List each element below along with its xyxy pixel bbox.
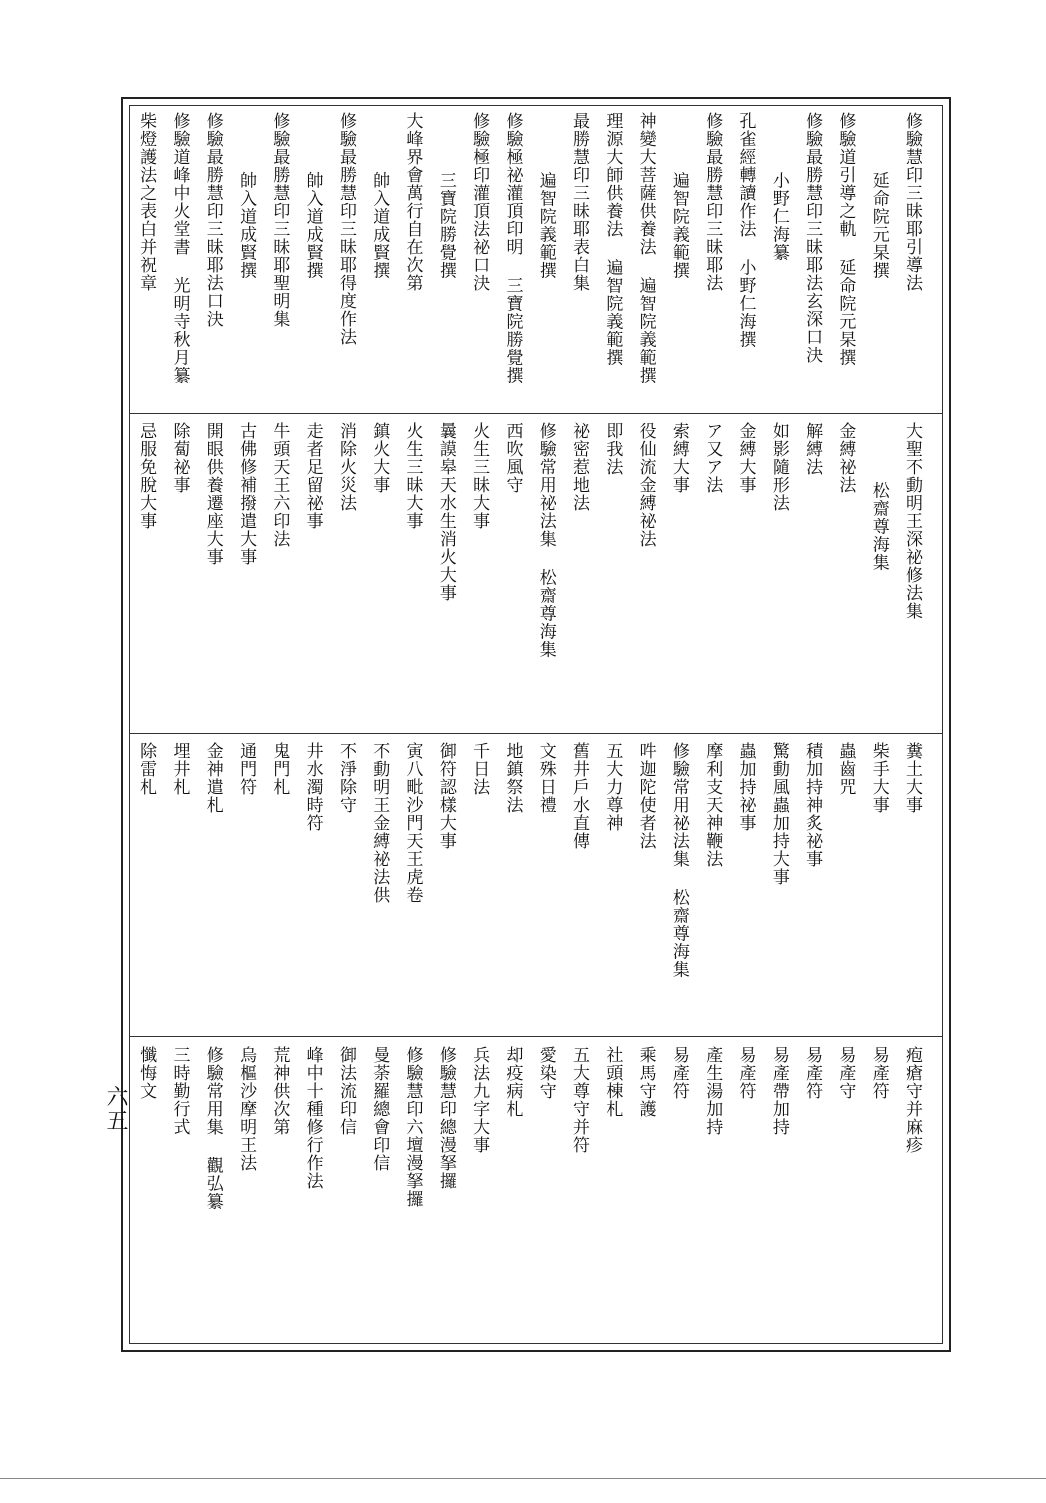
entry-author: 遍智院義範撰 xyxy=(535,171,556,280)
entry-author: 遍智院義範撰 xyxy=(635,276,656,385)
toc-entry xyxy=(395,1046,428,1341)
entry-title: 修驗慧印三昧耶引導法 xyxy=(902,112,922,292)
entry-author: 光明寺秋月纂 xyxy=(169,276,190,385)
entry-title: 五大力尊神 xyxy=(602,742,623,832)
section-divider xyxy=(130,733,942,734)
toc-entry xyxy=(762,1046,795,1341)
entry-title: 除雷札 xyxy=(136,742,157,796)
toc-entry xyxy=(895,422,928,727)
toc-entry xyxy=(595,742,628,1030)
entry-title: 疱瘡守并麻疹 xyxy=(902,1046,922,1154)
entry-title: 積加持神炙祕事 xyxy=(802,742,823,868)
entry-title: 修驗道引導之軌 xyxy=(835,112,856,238)
toc-entry xyxy=(329,422,362,727)
toc-entry xyxy=(195,742,228,1030)
toc-entry xyxy=(762,742,795,1030)
entry-title: 社頭棟札 xyxy=(602,1046,623,1118)
toc-entry xyxy=(662,112,695,408)
entry-title: 埋井札 xyxy=(169,742,190,796)
entry-title: 柴手大事 xyxy=(868,742,889,814)
entry-title: 索縛大事 xyxy=(668,422,689,494)
entry-title: 易產符 xyxy=(802,1046,823,1100)
toc-entry xyxy=(329,112,362,408)
section-1-columns xyxy=(130,112,942,408)
entry-author: 帥入道成賢撰 xyxy=(369,171,390,280)
toc-entry xyxy=(562,422,595,727)
toc-entry xyxy=(462,422,495,727)
entry-author: 三寶院勝覺撰 xyxy=(502,276,523,385)
toc-entry xyxy=(795,112,828,408)
entry-title: 易產守 xyxy=(835,1046,856,1100)
entry-title: 兵法九字大事 xyxy=(469,1046,490,1154)
entry-author: 小野仁海纂 xyxy=(768,171,789,262)
toc-entry xyxy=(728,112,761,408)
toc-entry xyxy=(795,742,828,1030)
entry-title: 易產符 xyxy=(868,1046,889,1100)
toc-entry xyxy=(195,1046,228,1341)
toc-entry xyxy=(628,422,661,727)
entry-title: 荒神供次第 xyxy=(269,1046,290,1136)
toc-entry xyxy=(195,112,228,408)
toc-entry xyxy=(162,1046,195,1341)
section-3-columns xyxy=(130,742,942,1030)
entry-title: 蟲加持祕事 xyxy=(735,742,756,832)
toc-entry xyxy=(495,112,528,408)
entry-title: 文殊日禮 xyxy=(535,742,556,814)
entry-author: 三寶院勝覺撰 xyxy=(435,171,456,280)
entry-title: 最勝慧印三昧耶表白集 xyxy=(569,112,590,292)
page-number: 六五 xyxy=(103,1085,128,1133)
toc-entry xyxy=(828,742,861,1030)
toc-entry xyxy=(828,422,861,727)
entry-title: 解縛法 xyxy=(802,422,823,476)
entry-title: 古佛修補撥遣大事 xyxy=(236,422,257,566)
toc-entry xyxy=(129,112,162,408)
toc-entry xyxy=(362,422,395,727)
toc-entry xyxy=(295,422,328,727)
entry-title: 修驗常用集 xyxy=(202,1046,223,1136)
section-divider xyxy=(130,413,942,414)
entry-title: 修驗慧印總漫拏攞 xyxy=(435,1046,456,1190)
toc-entry xyxy=(695,112,728,408)
entry-title: 修驗最勝慧印三昧耶法口決 xyxy=(202,112,223,328)
entry-title: 修驗道峰中火堂書 xyxy=(169,112,190,256)
toc-entry xyxy=(861,1046,894,1341)
entry-title: 修驗最勝慧印三昧耶法玄深口決 xyxy=(802,112,823,364)
entry-title: 走者足留祕事 xyxy=(302,422,323,530)
toc-entry xyxy=(695,742,728,1030)
toc-entry xyxy=(495,1046,528,1341)
toc-entry xyxy=(562,742,595,1030)
toc-entry xyxy=(628,112,661,408)
toc-entry xyxy=(728,742,761,1030)
entry-title: 寅八毗沙門天王虎卷 xyxy=(402,742,423,904)
entry-title: 地鎮祭法 xyxy=(502,742,523,814)
entry-author: 觀弘纂 xyxy=(202,1156,223,1211)
scan-edge-line xyxy=(0,1478,1046,1479)
entry-author: 帥入道成賢撰 xyxy=(236,171,257,280)
entry-title: 懺悔文 xyxy=(136,1046,157,1100)
entry-title: 牛頭天王六印法 xyxy=(269,422,290,548)
entry-title: 產生湯加持 xyxy=(702,1046,723,1136)
toc-entry xyxy=(695,1046,728,1341)
entry-title: 役仙流金縛祕法 xyxy=(635,422,656,548)
toc-entry xyxy=(662,742,695,1030)
toc-entry xyxy=(795,1046,828,1341)
entry-title: 修驗常用祕法集 xyxy=(668,742,689,868)
toc-entry xyxy=(595,422,628,727)
toc-entry xyxy=(229,112,262,408)
entry-title: 除蔔祕事 xyxy=(169,422,190,494)
entry-title: 修驗最勝慧印三昧耶聖明集 xyxy=(269,112,290,328)
entry-author: 松齋尊海集 xyxy=(868,481,889,572)
toc-entry xyxy=(528,1046,561,1341)
toc-entry xyxy=(895,1046,928,1341)
toc-entry xyxy=(262,742,295,1030)
entry-title: 糞土大事 xyxy=(902,742,922,814)
entry-title: 御法流印信 xyxy=(335,1046,356,1136)
section-divider xyxy=(130,1036,942,1037)
entry-title: 修驗極印灌頂法祕口決 xyxy=(469,112,490,292)
toc-entry xyxy=(895,742,928,1030)
toc-entry xyxy=(462,742,495,1030)
toc-entry xyxy=(362,112,395,408)
entry-title: 五大尊守并符 xyxy=(569,1046,590,1154)
entry-title: 易產帶加持 xyxy=(768,1046,789,1136)
entry-title: 不淨除守 xyxy=(335,742,356,814)
toc-entry xyxy=(429,112,462,408)
entry-title: 修驗最勝慧印三昧耶得度作法 xyxy=(335,112,356,346)
page-frame xyxy=(121,97,951,1352)
entry-title: 柴燈護法之表白并祝章 xyxy=(136,112,157,292)
entry-title: 鬼門札 xyxy=(269,742,290,796)
entry-title: 忌服免脫大事 xyxy=(136,422,157,530)
toc-entry xyxy=(728,1046,761,1341)
entry-title: 修驗常用祕法集 xyxy=(535,422,556,548)
entry-author: 小野仁海撰 xyxy=(735,258,756,349)
toc-entry xyxy=(895,112,928,408)
entry-author: 延命院元杲撰 xyxy=(868,171,889,280)
entry-title: 西吹風守 xyxy=(502,422,523,494)
toc-entry xyxy=(462,1046,495,1341)
entry-title: 峰中十種修行作法 xyxy=(302,1046,323,1190)
toc-entry xyxy=(762,112,795,408)
toc-entry xyxy=(295,742,328,1030)
toc-entry xyxy=(395,742,428,1030)
toc-entry xyxy=(395,422,428,727)
entry-author: 遍智院義範撰 xyxy=(602,258,623,367)
toc-entry xyxy=(861,422,894,727)
section-4-columns xyxy=(130,1046,942,1341)
entry-title: 愛染守 xyxy=(535,1046,556,1100)
entry-title: 如影隨形法 xyxy=(768,422,789,512)
toc-entry xyxy=(262,422,295,727)
toc-entry xyxy=(129,742,162,1030)
toc-entry xyxy=(362,1046,395,1341)
entry-title: 不動明王金縛祕法供 xyxy=(369,742,390,904)
entry-title: 舊井戶水直傳 xyxy=(569,742,590,850)
entry-title: 消除火災法 xyxy=(335,422,356,512)
toc-entry xyxy=(162,742,195,1030)
toc-entry xyxy=(129,422,162,727)
toc-entry xyxy=(229,1046,262,1341)
toc-entry xyxy=(662,422,695,727)
page-frame-inner xyxy=(129,105,943,1344)
toc-entry xyxy=(528,112,561,408)
toc-entry xyxy=(528,422,561,727)
entry-author: 帥入道成賢撰 xyxy=(302,171,323,280)
toc-entry xyxy=(861,112,894,408)
toc-entry xyxy=(795,422,828,727)
entry-title: 却疫病札 xyxy=(502,1046,523,1118)
entry-title: 摩利支天神鞭法 xyxy=(702,742,723,868)
entry-title: 大聖不動明王深祕修法集 xyxy=(902,422,922,620)
entry-title: 金縛祕法 xyxy=(835,422,856,494)
entry-title: 理源大師供養法 xyxy=(602,112,623,238)
toc-entry xyxy=(828,1046,861,1341)
toc-entry xyxy=(329,742,362,1030)
entry-title: ア又ア法 xyxy=(702,422,723,494)
toc-entry xyxy=(728,422,761,727)
entry-title: 孔雀經轉讀作法 xyxy=(735,112,756,238)
toc-entry xyxy=(762,422,795,727)
entry-title: 金縛大事 xyxy=(735,422,756,494)
toc-entry xyxy=(195,422,228,727)
toc-entry xyxy=(595,1046,628,1341)
toc-entry xyxy=(528,742,561,1030)
toc-entry xyxy=(861,742,894,1030)
toc-entry xyxy=(495,742,528,1030)
toc-entry xyxy=(295,112,328,408)
entry-title: 御符認樣大事 xyxy=(435,742,456,850)
entry-title: 易產符 xyxy=(668,1046,689,1100)
entry-title: 鎮火大事 xyxy=(369,422,390,494)
entry-author: 松齋尊海集 xyxy=(668,888,689,979)
toc-entry xyxy=(562,112,595,408)
toc-entry xyxy=(162,112,195,408)
toc-entry xyxy=(395,112,428,408)
toc-entry xyxy=(229,422,262,727)
entry-title: 吽迦陀使者法 xyxy=(635,742,656,850)
entry-title: 開眼供養遷座大事 xyxy=(202,422,223,566)
entry-title: 易產符 xyxy=(735,1046,756,1100)
toc-entry xyxy=(262,112,295,408)
entry-title: 火生三昧大事 xyxy=(402,422,423,530)
toc-entry xyxy=(828,112,861,408)
toc-entry xyxy=(362,742,395,1030)
entry-author: 松齋尊海集 xyxy=(535,568,556,659)
toc-entry xyxy=(695,422,728,727)
entry-title: 修驗最勝慧印三昧耶法 xyxy=(702,112,723,292)
toc-entry xyxy=(162,422,195,727)
entry-title: 乘馬守護 xyxy=(635,1046,656,1118)
toc-entry xyxy=(429,1046,462,1341)
entry-author: 遍智院義範撰 xyxy=(668,171,689,280)
entry-title: 祕密惹地法 xyxy=(569,422,590,512)
entry-title: 大峰界會萬行自在次第 xyxy=(402,112,423,292)
entry-title: 千日法 xyxy=(469,742,490,796)
toc-entry xyxy=(229,742,262,1030)
toc-entry xyxy=(262,1046,295,1341)
entry-title: 曩謨皋天水生消火大事 xyxy=(435,422,456,602)
entry-title: 曼荼羅總會印信 xyxy=(369,1046,390,1172)
toc-entry xyxy=(295,1046,328,1341)
entry-title: 通門符 xyxy=(236,742,257,796)
toc-entry xyxy=(462,112,495,408)
toc-entry xyxy=(562,1046,595,1341)
toc-entry xyxy=(628,742,661,1030)
toc-entry xyxy=(329,1046,362,1341)
entry-author: 延命院元杲撰 xyxy=(835,258,856,367)
entry-title: 驚動風蟲加持大事 xyxy=(768,742,789,886)
entry-title: 烏樞沙摩明王法 xyxy=(236,1046,257,1172)
toc-entry xyxy=(129,1046,162,1341)
toc-entry xyxy=(595,112,628,408)
toc-entry xyxy=(662,1046,695,1341)
entry-title: 井水濁時符 xyxy=(302,742,323,832)
entry-title: 修驗極祕灌頂印明 xyxy=(502,112,523,256)
entry-title: 神變大菩薩供養法 xyxy=(635,112,656,256)
toc-entry xyxy=(495,422,528,727)
toc-entry xyxy=(429,742,462,1030)
entry-title: 修驗慧印六壇漫拏攞 xyxy=(402,1046,423,1208)
entry-title: 即我法 xyxy=(602,422,623,476)
entry-title: 金神遣札 xyxy=(202,742,223,814)
toc-entry xyxy=(429,422,462,727)
entry-title: 火生三昧大事 xyxy=(469,422,490,530)
toc-entry xyxy=(628,1046,661,1341)
entry-title: 蟲齒咒 xyxy=(835,742,856,796)
section-2-columns xyxy=(130,422,942,727)
entry-title: 三時勤行式 xyxy=(169,1046,190,1136)
